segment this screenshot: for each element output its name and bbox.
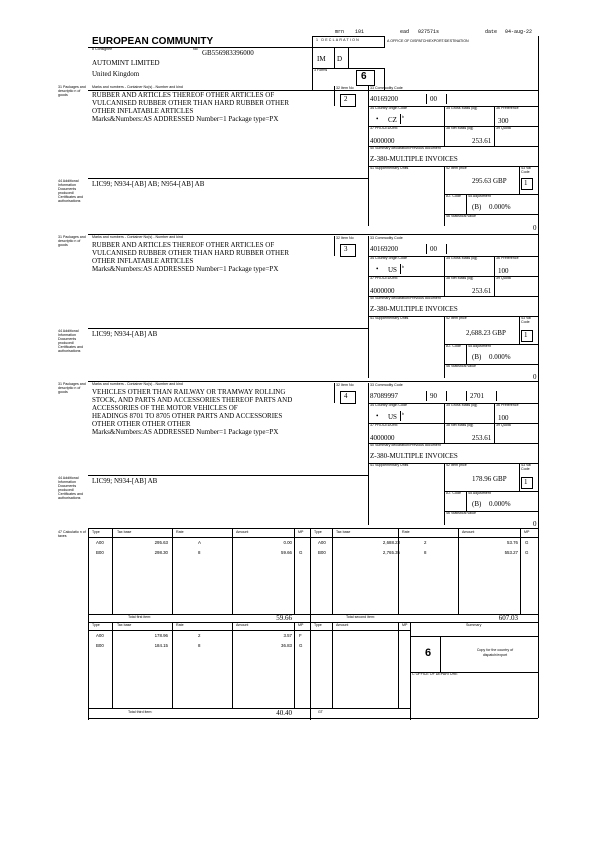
goods-description-line: VULCANISED RUBBER OTHER THAN HARD RUBBER OTHER [92,99,290,107]
total-third-label: Total third item: [128,710,153,714]
goods-description-line: RUBBER AND ARTICLES THEREOF OTHER ARTICLES OF [92,241,275,249]
supp-units-label: 41 Supplementary Units [370,166,409,170]
tax-base: 295.63 [154,540,168,545]
item-price: 178.96 GBP [472,475,507,483]
summary-document: Z-380-MULTIPLE INVOICES [370,155,458,163]
goods-description-line: HEADINGS 8701 TO 8705 OTHER PARTS AND ACCESSORIES [92,412,283,420]
tax-base: 2,688.23 [382,540,400,545]
gross-mass-label: 35 Gross Mass (kg) [446,256,478,260]
val-code: 1 [524,331,528,339]
quota-label: 39 Quota [496,423,511,427]
tax-rate-header: Rate [402,530,410,534]
summary-label: Summary [466,623,482,627]
quota-label: 39 Quota [496,126,511,130]
packages-label: 31 Packages and descriptio n of goods [58,85,86,97]
ai-code-label: A.I. Code [446,194,461,198]
additional-info: LIC99; N934-[AB] AB; N954-[AB] AB [92,180,205,188]
marks-label: Marks and numbers - Container No(s) - Number and kind [92,382,183,386]
tax-rate: 2 [198,633,201,638]
tax-amount: 553.27 [504,550,518,555]
consignee-country: United Kingdom [92,70,140,78]
tax-mp-header: MP [298,530,304,534]
adjustment-code: (B) [472,203,482,211]
adjustment-pct: 0.000% [489,203,511,211]
net-mass: 253.61 [472,287,492,295]
origin-b: b [402,115,404,119]
date-value: 04-aug-22 [505,29,533,35]
declaration-im: IM [317,55,326,63]
tax-type: A00 [96,540,104,545]
tax-type: A00 [96,633,104,638]
statistical-label: 46 Statistical value [446,364,476,368]
tax-rate: 2 [424,540,427,545]
adjustment-pct: 0.000% [489,353,511,361]
gross-mass-label: 35 Gross Mass (kg) [446,106,478,110]
tax-type-header: Type [314,530,322,534]
tax-amount-header: Amount [462,530,475,534]
tax-mp-header: MP [524,530,530,534]
tax-type: B00 [96,643,104,648]
consignee-name: AUTOMINT LIMITED [92,59,160,67]
marks-label: Marks and numbers - Container No(s) - Number and kind [92,235,183,239]
tax-mp: F [299,633,302,638]
additional-info: LIC99; N934-[AB] AB [92,330,158,338]
commodity-code: 40169200 [370,95,398,103]
net-mass-label: 38 Net Mass (kg) [446,126,474,130]
tax-base: 178.96 [154,633,168,638]
item-price: 295.63 GBP [472,177,507,185]
tax-amount-header: Amount [236,623,249,627]
gross-mass: 300 [498,117,509,125]
calc-taxes-label: 47 Calculatio n of taxes [58,530,86,538]
goods-description-line: VULCANISED RUBBER OTHER THAN HARD RUBBER OTHER [92,249,290,257]
summary-document: Z-380-MULTIPLE INVOICES [370,305,458,313]
item-price-label: 42 Item price [446,463,467,467]
total-first-label: Total first item: [128,615,152,619]
tax-mp: G [299,643,303,648]
additional-info-label: 44 Additional Information Documents produced/ Certificates and authorisations [58,329,83,353]
procedure-code: 4000000 [370,434,395,442]
tax-type: B00 [318,550,326,555]
commodity-code-label: 33 Commodity Code [370,236,403,240]
gt-label: GT [318,710,323,714]
forms-value: 6 [361,71,367,82]
goods-description-line: STOCK, AND PARTS AND ACCESSORIES THEREOF PARTS AND [92,396,293,404]
net-mass: 253.61 [472,137,492,145]
procedure-code: 4000000 [370,137,395,145]
goods-description-line: Marks&Numbers:AS ADDRESSED Number=1 Package type=PX [92,428,279,436]
tax-amount: 36.83 [281,643,292,648]
tax-base-header: Tax base [336,530,351,534]
office-dispatch-label: A OFFICE OF DISPATCH/EXPORT/DESTINATION [387,39,469,43]
val-code: 1 [524,179,528,187]
mrn-label: mrn [335,29,345,35]
tax-amount: 59.66 [281,550,292,555]
summary-document: Z-380-MULTIPLE INVOICES [370,452,458,460]
gross-mass-label: 35 Gross Mass (kg) [446,403,478,407]
tax-mp-header: MP [298,623,304,627]
tax-rate-header: Rate [176,530,184,534]
tax-base: 298.30 [154,550,168,555]
val-code-label: 43 Val Code [521,463,531,471]
declaration-d: D [337,55,343,63]
total-second-label: Total second item: [346,615,375,619]
additional-info-label: 44 Additional Information Documents produced/ Certificates and authorisations [58,179,83,203]
statistical-value: 0 [533,224,537,232]
ead-value: 027571s [418,29,440,35]
tax-type-header: Type [92,623,100,627]
item-number: 4 [344,392,348,400]
item-price-label: 42 Item price [446,166,467,170]
item-price: 2,688.23 GBP [466,329,506,337]
tax-amount: 0.00 [283,540,292,545]
commodity-ext: 00 [430,245,437,253]
quota-label: 39 Quota [496,276,511,280]
tax-rate: 8 [198,550,201,555]
ai-code-label: A.I. Code [446,491,461,495]
packages-label: 31 Packages and descriptio n of goods [58,235,86,247]
net-mass-label: 38 Net Mass (kg) [446,423,474,427]
tax-rate-header: Rate [176,623,184,627]
total-second-value: 607.03 [498,614,518,622]
summary-decl-label: 40 Summary declaration/Previous document [370,146,441,150]
goods-description-line: Marks&Numbers:AS ADDRESSED Number=1 Package type=PX [92,115,279,123]
commodity-code: 87089997 [370,392,398,400]
consignee-label: 8 Consignee [92,47,113,51]
tax-type-header: Type [92,530,100,534]
tax-base: 2,765.35 [382,550,400,555]
additional-info-label: 44 Additional Information Documents produced/ Certificates and authorisations [58,476,83,500]
date-label: date [485,29,498,35]
tax-mp: G [525,540,529,545]
commodity-ext: 90 [430,392,437,400]
gross-mass: 100 [498,267,509,275]
adjustment-pct: 0.000% [489,500,511,508]
statistical-label: 46 Statistical value [446,214,476,218]
commodity-code-label: 33 Commodity Code [370,383,403,387]
gross-mass: 100 [498,414,509,422]
tax-amount: 53.76 [507,540,518,545]
val-code-label: 43 Val Code [521,316,531,324]
goods-description-line: ACCESSORIES OF THE MOTOR VEHICLES OF [92,404,238,412]
origin-b: b [402,265,404,269]
additional-info: LIC99; N934-[AB] AB [92,477,158,485]
origin-b: b [402,412,404,416]
tax-rate: 8 [424,550,427,555]
item-label: 32 Item No [336,86,354,90]
preference-label: 36 Preference [496,106,519,110]
goods-description-line: OTHER INFLATABLE ARTICLES [92,257,194,265]
tax-mp-header: MP [402,623,408,627]
goods-description-line: RUBBER AND ARTICLES THEREOF OTHER ARTICLES OF [92,91,275,99]
item-price-label: 42 Item price [446,316,467,320]
office-departure-label: C OFFICE OF DEPARTURE [412,672,458,676]
copy-number: 6 [425,647,432,659]
tax-base-header: Tax base [117,530,132,534]
tax-amount-header: Amount [336,623,349,627]
tax-amount-header: Amount [236,530,249,534]
country-origin-label: 34 Country origin Code [370,256,407,260]
val-code-label: 43 Val Code [521,166,531,174]
country-origin-label: 34 Country origin Code [370,106,407,110]
packages-label: 31 Packages and descriptio n of goods [58,382,86,394]
tax-mp: G [299,550,303,555]
item-label: 32 Item No [336,236,354,240]
tax-base-header: Tax base [117,623,132,627]
commodity-ext2: 2701 [470,392,484,400]
adjustment-code: (B) [472,353,482,361]
tax-amount: 3.57 [283,633,292,638]
origin-bullet: • [376,115,379,123]
procedure-label: 37 PROCEDURE [370,126,398,130]
goods-description-line: OTHER INFLATABLE ARTICLES [92,107,194,115]
tax-mp: G [525,550,529,555]
commodity-code-label: 33 Commodity Code [370,86,403,90]
no-label: No [193,47,198,51]
tax-rate: 8 [198,643,201,648]
adjustment-label: 45 Adjustment [468,194,491,198]
origin-bullet: • [376,265,379,273]
net-mass-label: 38 Net Mass (kg) [446,276,474,280]
tax-rate: A [198,540,201,545]
origin-bullet: • [376,412,379,420]
supp-units-label: 41 Supplementary Units [370,463,409,467]
preference-label: 36 Preference [496,403,519,407]
statistical-value: 0 [533,520,537,528]
ead-label: ead [400,29,410,35]
summary-decl-label: 40 Summary declaration/Previous document [370,443,441,447]
tax-type: A00 [318,540,326,545]
statistical-label: 46 Statistical value [446,511,476,515]
statistical-value: 0 [533,373,537,381]
consignee-number: GB556983396000 [202,49,254,57]
ai-code-label: A.I. Code [446,344,461,348]
country-origin-label: 34 Country origin Code [370,403,407,407]
country-origin: US [388,413,397,421]
commodity-code: 40169200 [370,245,398,253]
forms-label: 3 Forms [314,68,328,72]
copy-note: Copy for the country of dispatch/export [476,648,514,657]
procedure-label: 37 PROCEDURE [370,423,398,427]
total-third-value: 40.40 [276,709,292,717]
country-origin: CZ [388,116,397,124]
country-origin: US [388,266,397,274]
goods-description-line: OTHER OTHER OTHER OTHER [92,420,191,428]
item-label: 32 Item No [336,383,354,387]
net-mass: 253.61 [472,434,492,442]
summary-decl-label: 40 Summary declaration/Previous document [370,296,441,300]
item-number: 3 [344,245,348,253]
adjustment-code: (B) [472,500,482,508]
declaration-label: 1 DECLARATION [316,38,360,42]
marks-label: Marks and numbers - Container No(s) - Number and kind [92,85,183,89]
val-code: 1 [524,478,528,486]
preference-label: 36 Preference [496,256,519,260]
tax-type-header: Type [314,623,322,627]
goods-description-line: VEHICLES OTHER THAN RAILWAY OR TRAMWAY ROLLING [92,388,286,396]
total-first-value: 59.66 [276,614,292,622]
adjustment-label: 45 Adjustment [468,344,491,348]
commodity-ext: 00 [430,95,437,103]
procedure-code: 4000000 [370,287,395,295]
supp-units-label: 41 Supplementary Units [370,316,409,320]
adjustment-label: 45 Adjustment [468,491,491,495]
tax-base: 184.15 [154,643,168,648]
tax-type: B00 [96,550,104,555]
mrn-value: 101 [355,29,365,35]
procedure-label: 37 PROCEDURE [370,276,398,280]
page-title: EUROPEAN COMMUNITY [92,36,214,47]
item-number: 2 [344,95,348,103]
goods-description-line: Marks&Numbers:AS ADDRESSED Number=1 Package type=PX [92,265,279,273]
